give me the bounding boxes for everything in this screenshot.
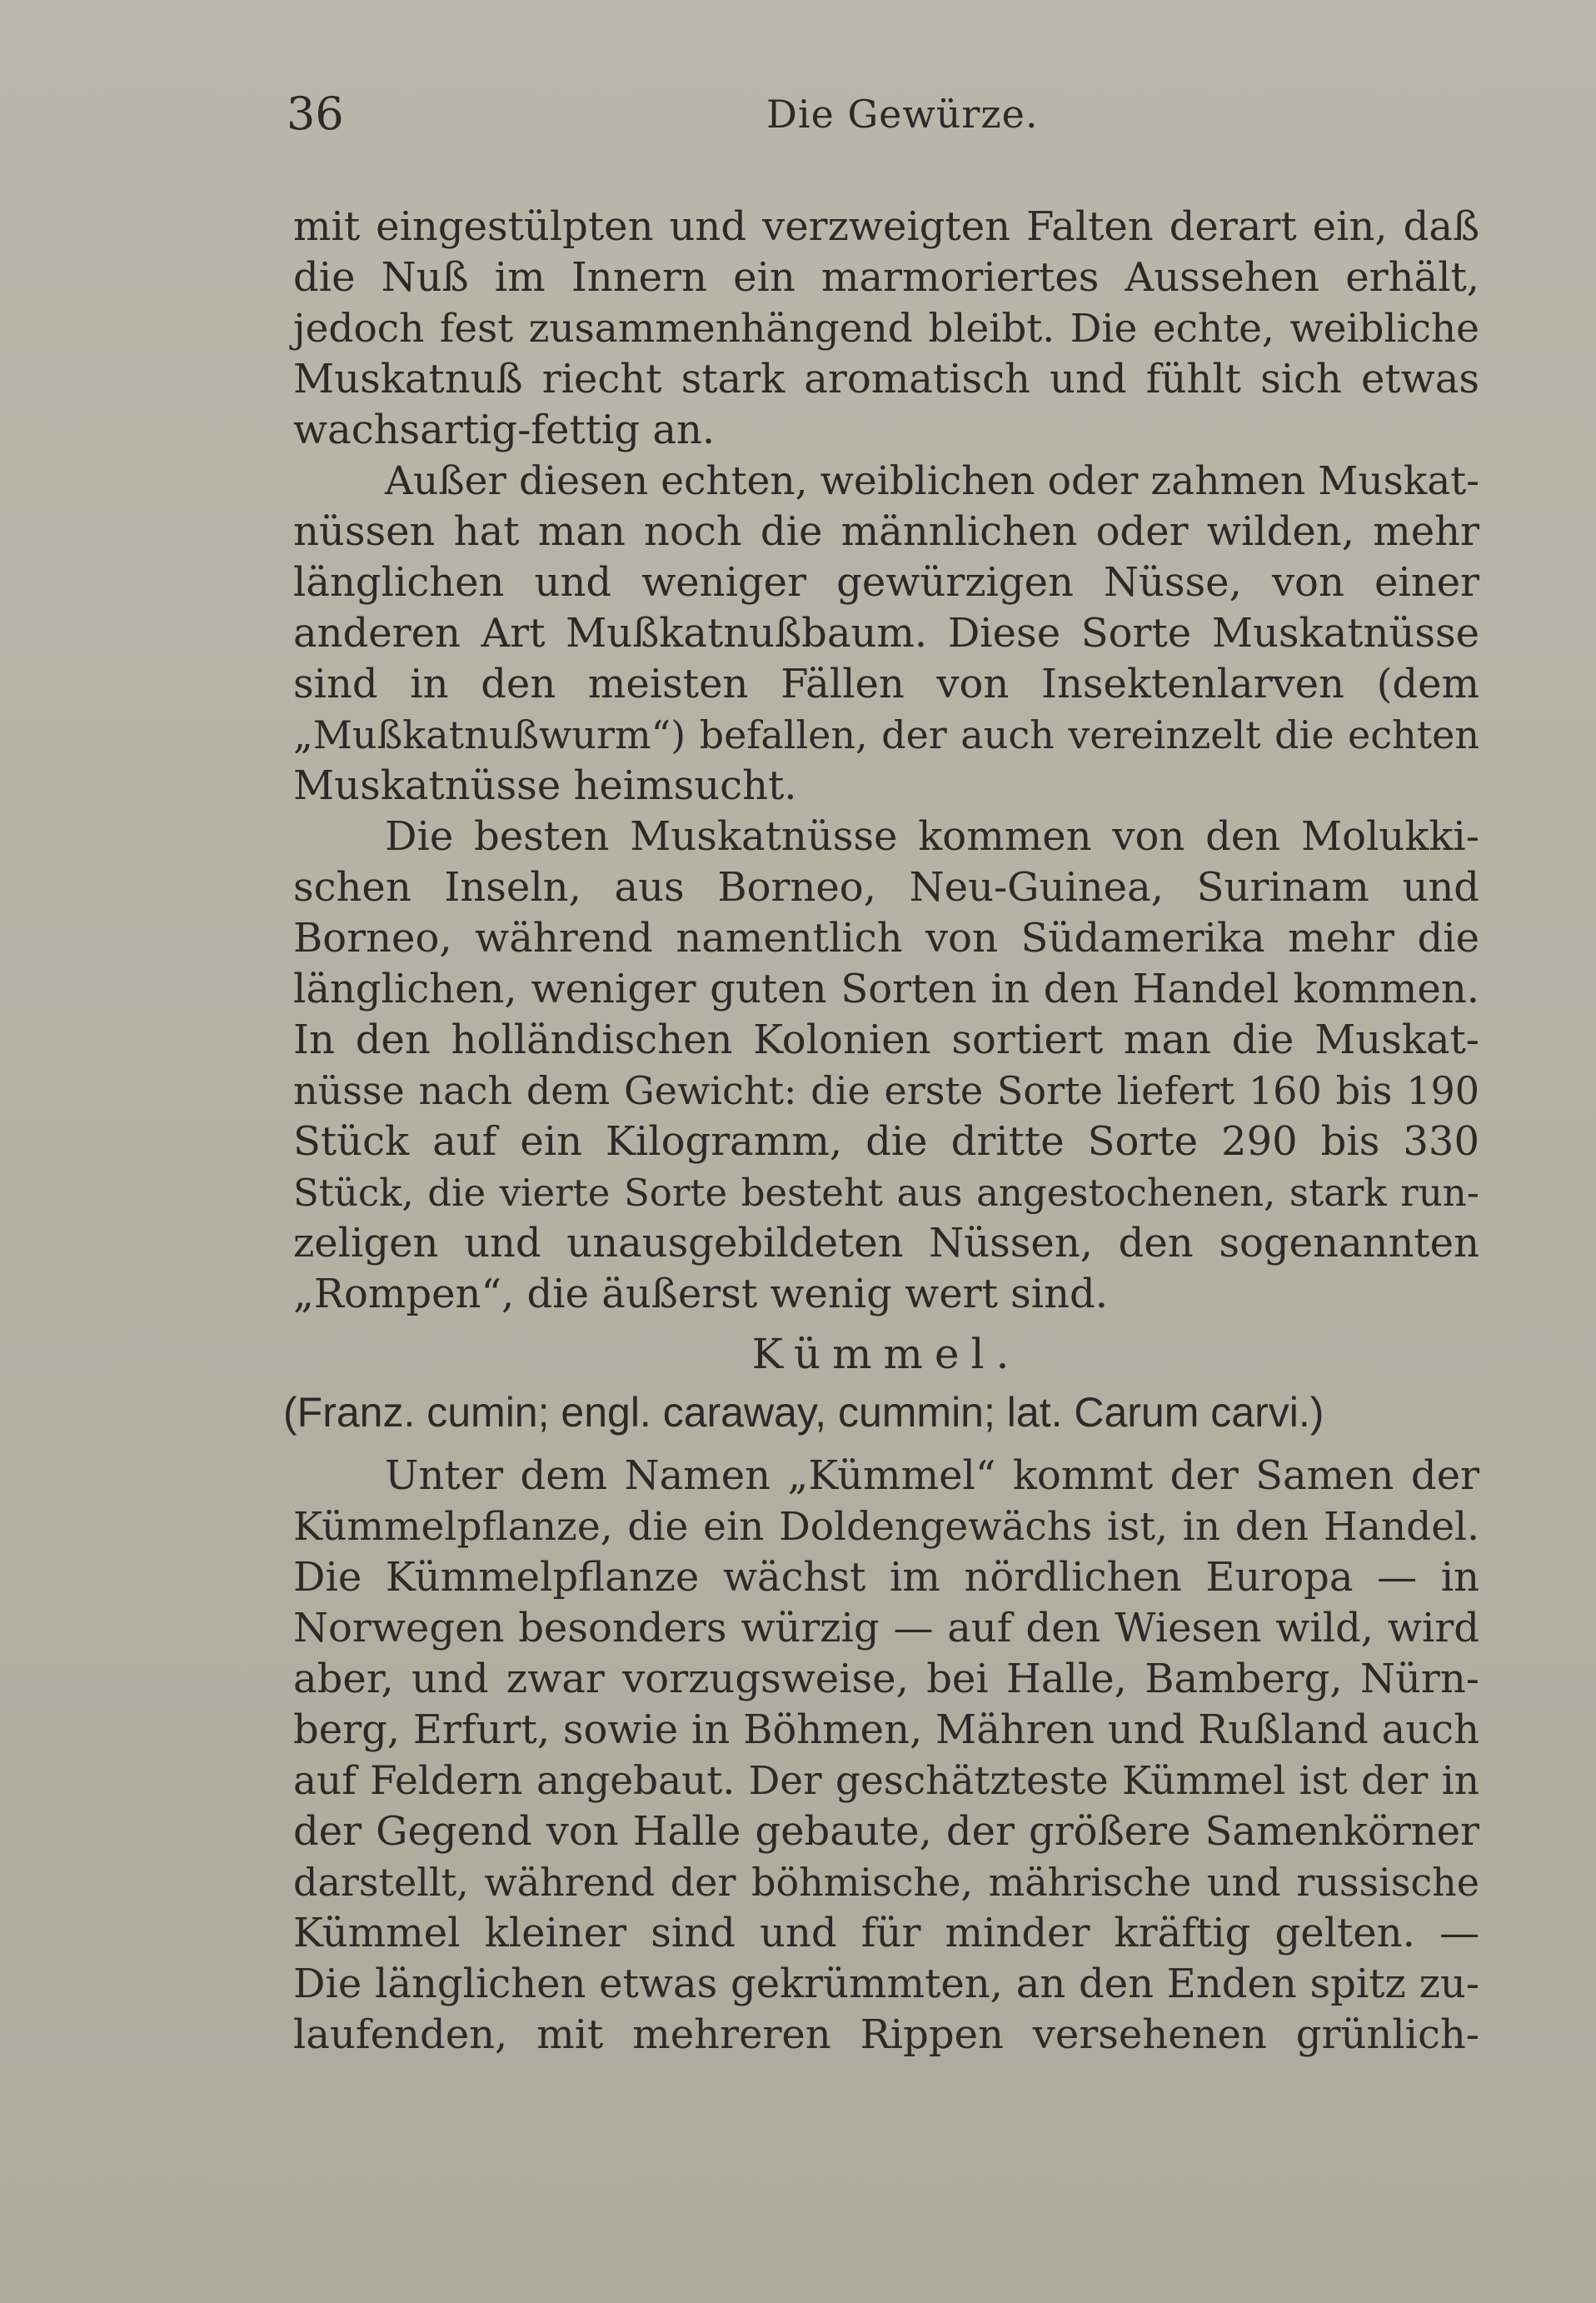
text-line: darstellt, während der böhmische, mährische und russische bbox=[293, 1860, 1479, 1905]
text-line: berg, Erfurt, sowie in Böhmen, Mähren und Rußland auch bbox=[293, 1706, 1479, 1753]
paragraph bbox=[293, 456, 1479, 812]
paragraph bbox=[293, 202, 1479, 456]
text-line: aber, und zwar vorzugsweise, bei Halle, Bamberg, Nürn- bbox=[293, 1656, 1479, 1702]
text-line: die Nuß im Innern ein marmoriertes Aussehen erhält, bbox=[293, 254, 1479, 301]
text-line: länglichen und weniger gewürzigen Nüsse, von einer bbox=[293, 559, 1479, 606]
text-line: Unter dem Namen „Kümmel“ kommt der Samen der bbox=[385, 1452, 1479, 1499]
text-line: Kümmel kleiner sind und für minder kräftig gelten. — bbox=[293, 1910, 1479, 1956]
text-line: wachsartig-fettig an. bbox=[293, 407, 716, 453]
text-line: zeligen und unausgebildeten Nüssen, den sogenannten bbox=[293, 1220, 1479, 1266]
text-line: Die besten Muskatnüsse kommen von den Molukki- bbox=[385, 813, 1479, 860]
body-text-bottom bbox=[293, 1451, 1479, 2061]
text-line: nüsse nach dem Gewicht: die erste Sorte liefert 160 bis 190 bbox=[293, 1068, 1479, 1113]
page-header bbox=[287, 85, 1478, 152]
text-line: Borneo, während namentlich von Südamerika mehr die bbox=[293, 915, 1479, 962]
paragraph bbox=[293, 1451, 1479, 2061]
text-line: Norwegen besonders würzig — auf den Wiesen wild, wird bbox=[293, 1605, 1479, 1651]
text-line: Kümmelpflanze, die ein Doldengewächs ist, in den Handel. bbox=[293, 1504, 1479, 1550]
text-line: „Rompen“, die äußerst wenig wert sind. bbox=[293, 1271, 1108, 1317]
text-line: Muskatnuß riecht stark aromatisch und fühlt sich etwas bbox=[293, 356, 1479, 402]
page-number: 36 bbox=[287, 87, 344, 140]
text-line: Muskatnüsse heimsucht. bbox=[293, 762, 797, 809]
text-line: anderen Art Mußkatnußbaum. Diese Sorte Muskatnüsse bbox=[293, 610, 1479, 657]
text-line: Die länglichen etwas gekrümmten, an den Enden spitz zu- bbox=[293, 1961, 1479, 2007]
section-subheading: (Franz. cumin; engl. caraway, cummin; lat. Carum carvi.) bbox=[283, 1389, 1324, 1436]
text-line: länglichen, weniger guten Sorten in den Handel kommen. bbox=[293, 966, 1479, 1012]
text-line: „Mußkatnußwurm“) befallen, der auch vereinzelt die echten bbox=[293, 712, 1479, 757]
body-text-top bbox=[293, 202, 1479, 1320]
text-line: schen Inseln, aus Borneo, Neu-Guinea, Surinam und bbox=[293, 864, 1479, 911]
text-line: Außer diesen echten, weiblichen oder zahmen Muskat- bbox=[385, 458, 1479, 504]
text-line: Die Kümmelpflanze wächst im nördlichen Europa — in bbox=[293, 1554, 1479, 1601]
text-line: Stück, die vierte Sorte besteht aus angestochenen, stark run- bbox=[293, 1171, 1479, 1215]
text-line: Stück auf ein Kilogramm, die dritte Sorte 290 bis 330 bbox=[293, 1118, 1479, 1165]
text-line: auf Feldern angebaut. Der geschätzteste Kümmel ist der in bbox=[293, 1758, 1479, 1804]
text-line: nüssen hat man noch die männlichen oder wilden, mehr bbox=[293, 508, 1479, 555]
running-head: Die Gewürze. bbox=[766, 92, 1039, 137]
paragraph bbox=[293, 812, 1479, 1320]
text-line: sind in den meisten Fällen von Insektenlarven (dem bbox=[293, 661, 1479, 707]
text-line: In den holländischen Kolonien sortiert man die Muskat- bbox=[293, 1017, 1479, 1063]
text-line: mit eingestülpten und verzweigten Falten derart ein, daß bbox=[293, 203, 1479, 250]
text-line: laufenden, mit mehreren Rippen versehenen grünlich- bbox=[293, 2011, 1479, 2058]
text-line: der Gegend von Halle gebaute, der größere Samenkörner bbox=[293, 1808, 1479, 1855]
text-line: jedoch fest zusammenhängend bleibt. Die echte, weibliche bbox=[293, 306, 1479, 352]
section-heading: Kümmel. bbox=[751, 1330, 1021, 1378]
